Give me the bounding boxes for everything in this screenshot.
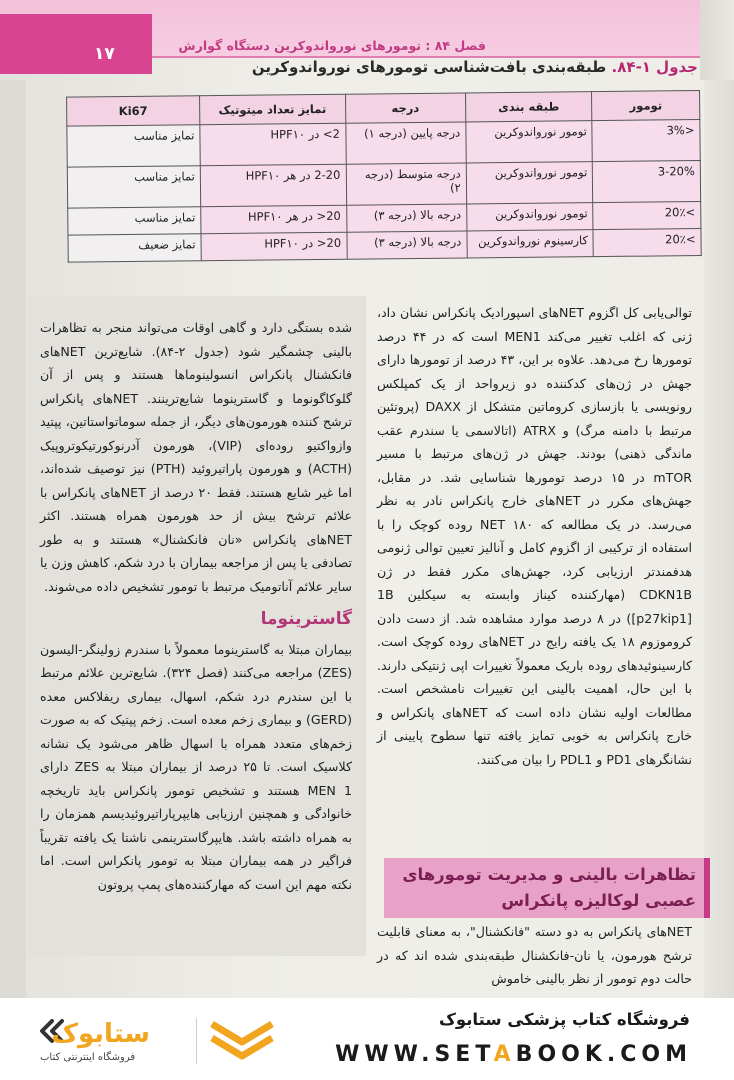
footer-divider	[196, 1018, 197, 1064]
body-paragraph: NETهای پانکراس به دو دسته "فانکشنال"، به معنای قابلیت ترشح هورمون، یا نان-فانکشنال طبقه‌بندی شده اند که در حالت دوم تومور از نظر بالینی خاموش	[377, 924, 692, 986]
body-paragraph: بیماران مبتلا به گاسترینوما معمولاً با سندرم زولینگر-الیسون (ZES) مراجعه می‌کنند (فصل ۳۲۴). شایع‌ترین علائم مرتبط با این سندرم درد شکم، اسهال، بیماری ریفلاکس معده (GERD) و بیماری زخم معده است. زخم پپتیک که به صورت زخم‌های متعدد همراه با اسهال ظاهر می‌شود یک نشانه کلاسیک است. تا ۲۵ درصد از بیماران مبتلا به ZES دارای MEN 1 هستند و تشخیص تومور پانکراس باید تاریخچه خانوادگی و همچنین ارزیابی هایپرپاراتیروئیدیسم همزمان را به همراه داشته باشد. هایپرگاسترینمی ناشتا یک یافته تقریباً فراگیر در همه بیماران مبتلا به تومور پانکراس است. اما نکته مهم این است که مهارکننده‌های پمپ پروتون	[40, 641, 353, 892]
table-cell: کارسینوم نورواندوکرین	[467, 230, 594, 258]
table-header: درجه	[345, 93, 466, 123]
table-cell: درجه بالا (درجه ۳)	[346, 204, 467, 232]
table-row	[68, 228, 701, 262]
left-margin	[0, 80, 26, 1040]
subheading-gastrinoma: گاسترینوما	[260, 609, 352, 629]
table-cell: درجه متوسط (درجه ۲)	[346, 163, 467, 205]
body-paragraph: شده بستگی دارد و گاهی اوقات می‌تواند منجر به تظاهرات بالینی چشمگیر شود (جدول ۲-۸۴). شایع‌ترین NETهای فانکشنال پانکراس انسولینوماها هستند و پس از آن گلوکاگونوما و گاسترینوما شایع‌ترینند. NETهای پانکراس ترشح کننده هورمون‌های دیگر، از جمله سوماتواستاتین، پپتید وازواکتیو روده‌ای (VIP)، هورمون آدرنوکورتیکوتروپیک (ACTH) و هورمون پاراتیروئید (PTH) نیز توصیف شده‌اند، اما غیر شایع هستند. فقط ۲۰ درصد از NETهای پانکراس با علائم ترشح بیش از حد هورمون همراه هستند. اکثر NETهای پانکراس «نان فانکشنال» هستند و به طور تصادفی یا پس از مراجعه بیماران با درد شکم، کاهش وزن یا سایر علائم آناتومیک مرتبط با تومور تشخیص داده می‌شوند.	[40, 320, 353, 594]
shop-name: فروشگاه کتاب پزشکی ستابوک	[439, 1010, 690, 1029]
right-column-continued	[377, 920, 692, 991]
table-cell: تمایز ضعیف	[68, 234, 201, 262]
page-number-tab	[0, 14, 152, 74]
table-cell: تمایز مناسب	[67, 125, 200, 167]
section-heading-line: تظاهرات بالینی و مدیریت تومورهای	[402, 865, 696, 884]
table-cell: تومور نورواندوکرین	[466, 203, 593, 231]
body-paragraph: توالی‌یابی کل اگزوم NETهای اسپورادیک پانکراس نشان داد، ژنی که اغلب تغییر می‌کند MEN1 است که در ۴۴ درصد تومورها رخ می‌دهد. علاوه بر این، ۴۳ درصد از تومورها دارای جهش در ژن‌های کدکننده دو زیرواحد از یک کمپلکس رونویسی یا بازسازی کروماتین متشکل از DAXX (پروتئین مرتبط با دامنه مرگ) و ATRX (اتالاسمی یا سندرم عقب ماندگی ذهنی) بودند. جهش در ژن‌های مرتبط با مسیر mTOR در ۱۵ درصد تومورها شناسایی شد. در مقابل، جهش‌های مکرر در NETهای خارج پانکراس نادر به نظر می‌رسد. در یک مطالعه که ۱۸۰ NET روده کوچک را با استفاده از ترکیبی از اگزوم کامل و آنالیز تعیین توالی ژنومی هدفمندتر ارزیابی کرد، جهش‌های مکرر فقط در ژن CDKN1B (مهارکننده کیناز وابسته به سیکلین 1B [p27kip1]) در ۸ درصد موارد مشاهده شد. از دست دادن کروموزوم ۱۸ یک یافته رایج در NETهای روده کوچک است. کارسینوئیدهای روده باریک معمولاً تغییرات اپی ژنتیکی دارند. با این حال، اهمیت بالینی این تغییرات نامشخص است. مطالعات اولیه نشان داده است که NETهای پانکراس و خارج پانکراس به خوبی تمایز یافته تنها سطوح پایینی از نشانگرهای PD1 و PDL1 را بیان می‌کنند.	[377, 305, 693, 767]
logo-icon	[38, 1010, 156, 1052]
section-heading	[402, 862, 696, 914]
grading-table	[66, 90, 702, 263]
left-column	[40, 316, 352, 896]
url-accent-letter: A	[493, 1042, 516, 1067]
table-cell: 20< در HPF۱۰	[201, 232, 347, 261]
table-cell: 2-20 در هر HPF۱۰	[200, 164, 346, 207]
right-column	[377, 301, 692, 771]
section-heading-box	[384, 858, 710, 918]
table-cell: 20< در هر HPF۱۰	[201, 205, 347, 234]
table-row	[67, 120, 700, 168]
table-cell: تمایز مناسب	[67, 166, 200, 208]
table-title	[252, 58, 698, 76]
logo-subtitle: فروشگاه اینترنتی کتاب	[40, 1052, 136, 1063]
table-header: تومور	[592, 91, 700, 121]
url-prefix: WWW.SET	[335, 1042, 494, 1067]
logo-wordmark: ستابوک	[51, 1019, 150, 1049]
table-row	[67, 161, 700, 209]
table-cell: تومور نورواندوکرین	[466, 162, 593, 204]
table-cell: 2> در HPF۱۰	[200, 123, 346, 166]
table-cell: >20٪	[593, 201, 701, 229]
table-cell: 3-20%	[593, 161, 701, 203]
chevron-mark-icon	[206, 1016, 278, 1068]
table-caption: طبقه‌بندی بافت‌شناسی تومورهای نورواندوکرین	[251, 58, 607, 76]
chapter-title: فصل ۸۴ : تومورهای نورواندوکرین دستگاه گوارش	[178, 38, 486, 53]
table-cell: تمایز مناسب	[68, 207, 201, 235]
section-heading-line: عصبی لوکالیزه پانکراس	[501, 891, 696, 910]
url-suffix: BOOK.COM	[515, 1042, 692, 1067]
table-cell: >20٪	[593, 228, 701, 256]
table-header: طبقه بندی	[465, 92, 592, 122]
section-heading-bar	[704, 858, 710, 918]
page-edge	[700, 0, 734, 80]
table-number: جدول ۱-۸۴.	[611, 58, 698, 76]
table-cell: درجه پایین (درجه ۱)	[345, 122, 466, 164]
table-cell: تومور نورواندوکرین	[466, 121, 593, 163]
table-cell: <3%	[592, 120, 700, 162]
table-cell: درجه بالا (درجه ۳)	[347, 231, 468, 259]
table-header: تمایز تعداد میتوتیک	[199, 94, 345, 125]
table-header: Ki67	[67, 96, 200, 126]
page-number: ۱۷	[94, 44, 115, 64]
setabook-logo	[38, 1010, 156, 1052]
shop-url[interactable]	[335, 1042, 692, 1067]
footer-banner	[0, 998, 734, 1080]
